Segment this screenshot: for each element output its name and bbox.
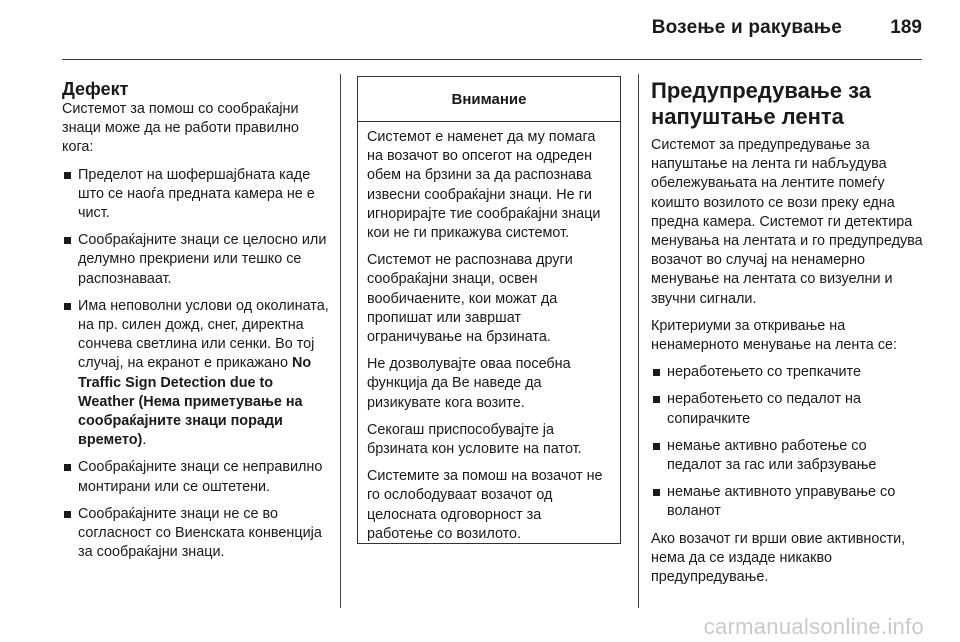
- section-heading-lane-departure: Предупредување за напуштање лента: [651, 78, 872, 129]
- warning-paragraph: Секогаш приспособувајте ја брзината кон условите на патот.: [367, 421, 582, 458]
- column-divider-right: [638, 74, 639, 608]
- column-divider-left: [340, 74, 341, 608]
- closing-paragraph: Ако возачот ги врши овие активности, нема да се издаде никакво предупредување.: [651, 530, 906, 586]
- square-bullet-icon: [653, 396, 660, 403]
- criteria-paragraph: Критериуми за откривање на ненамерното менување на лента се:: [651, 317, 898, 354]
- list-item-text: Има неповолни услови од околината, на пр. силен дожд, снег, директна сончева светлина или сенки. Во тој случај, на екранот е прикажано: [78, 297, 329, 372]
- warning-paragraph: Системот е наменет да му помага на возачот во опсегот на одреден обем на брзини за да распознава извесни сообраќајни знаци. Не ги игнорирајте тие сообраќајни знаци кои не ги прикажува системот.: [367, 129, 601, 242]
- list-item: [62, 505, 332, 563]
- warning-box: [357, 76, 621, 544]
- square-bullet-icon: [64, 303, 71, 310]
- square-bullet-icon: [653, 489, 660, 496]
- list-item-text: Пределот на шофершајбната каде што се наоѓа предната камера не е чист.: [78, 166, 315, 222]
- warning-paragraph: Системот не распознава други сообраќајни знаци, освен вообичаените, кои можат да пропишат или завршат ограничување на брзината.: [367, 252, 573, 346]
- list-item-tail: .: [142, 432, 147, 449]
- list-item-text: немање активно работење со педалот за гас или забрзување: [667, 437, 877, 474]
- intro-paragraph: Системот за помош со сообраќајни знаци може да не работи правилно кога:: [62, 101, 299, 156]
- square-bullet-icon: [64, 172, 71, 179]
- list-item: [651, 483, 923, 521]
- watermark-text: carmanualsonline.info: [703, 614, 924, 639]
- criteria-list: [651, 363, 923, 521]
- square-bullet-icon: [64, 237, 71, 244]
- list-item: [62, 297, 332, 451]
- chapter-title: Возење и ракување: [651, 17, 842, 38]
- list-item: [651, 390, 923, 428]
- list-item-text: Сообраќајните знаци не се во согласност со Виенската конвенција за сообраќајни знаци.: [78, 505, 322, 561]
- square-bullet-icon: [64, 511, 71, 518]
- list-item-text: Сообраќајните знаци се неправилно монтирани или се оштетени.: [78, 459, 323, 495]
- defect-list: [62, 166, 332, 563]
- square-bullet-icon: [653, 369, 660, 376]
- page-number: 189: [890, 17, 922, 38]
- list-item-text: Сообраќајните знаци се целосно или делумно прекриени или тешко се распознаваат.: [78, 232, 327, 287]
- list-item: [651, 437, 923, 475]
- warning-paragraph: Не дозволувајте оваа посебна функција да Ве наведе да ризикувате кога возите.: [367, 356, 571, 411]
- list-item: [62, 458, 332, 496]
- header-rule: [62, 59, 922, 60]
- list-item-text: неработењето со педалот на сопирачките: [667, 391, 861, 427]
- warning-paragraph: Системите за помош на возачот не го ослободуваат возачот од целосната одговорност за работење со возилото.: [367, 468, 603, 542]
- display-message: No Traffic Sign Detection due to Weather (Нема приметување на сообраќајните знаци поради времето): [78, 355, 312, 449]
- list-item: [62, 166, 332, 224]
- right-column: [651, 78, 923, 595]
- left-column: [62, 79, 332, 570]
- warning-title: Внимание: [358, 77, 620, 122]
- description-paragraph: Системот за предупредување за напуштање на лента ги набљудува обележувањата на лентите помеѓу коишто возилото се вози преку една предна камера. Системот ги детектира менувања на лентата и го предупредува возачот во случај на ненамерно менување на лентата со визуелни и звучни сигнали.: [651, 137, 923, 307]
- list-item-text: неработењето со трепкачите: [667, 364, 861, 381]
- section-heading-defect: Дефект: [62, 79, 129, 99]
- square-bullet-icon: [653, 443, 660, 450]
- list-item-text: немање активното управување со воланот: [667, 484, 896, 520]
- warning-body: [358, 122, 620, 544]
- square-bullet-icon: [64, 464, 71, 471]
- list-item: [651, 363, 923, 382]
- list-item: [62, 231, 332, 289]
